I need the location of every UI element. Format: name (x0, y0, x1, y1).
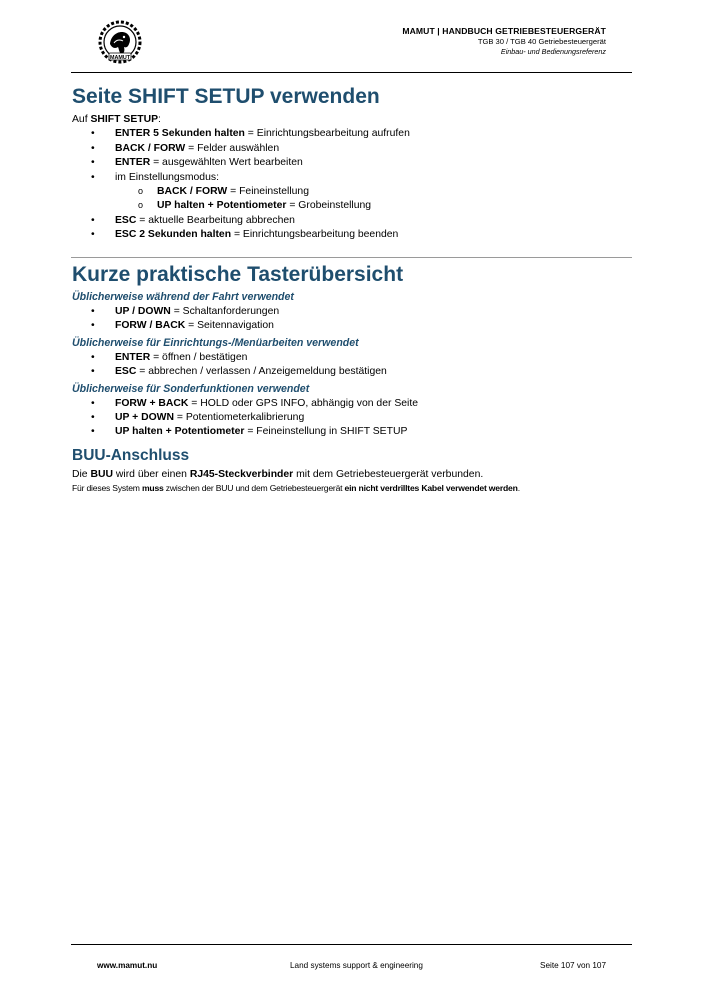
footer-website: www.mamut.nu (97, 961, 158, 970)
group-heading-special: Üblicherweise für Sonderfunktionen verwendet (72, 382, 310, 395)
list-item: • ESC = abbrechen / verlassen / Anzeigemeldung bestätigen (72, 365, 632, 379)
shift-setup-list (72, 127, 632, 242)
footer-divider (71, 944, 632, 945)
footer-tagline: Land systems support & engineering (290, 961, 423, 970)
logo-text: MAMUT (109, 54, 131, 61)
list-item: • UP + DOWN = Potentiometerkalibrierung (72, 411, 632, 425)
section-title-buu: BUU-Anschluss (72, 446, 190, 464)
list-item: • ENTER 5 Sekunden halten = Einrichtungsbearbeitung aufrufen (72, 127, 632, 141)
sub-list-item: o UP halten + Potentiometer = Grobeinstellung (72, 199, 632, 213)
section-divider (71, 257, 632, 258)
header-divider (71, 72, 632, 73)
header-subtitle-2: Einbau- und Bedienungsreferenz (500, 47, 606, 56)
list-item: • ENTER = öffnen / bestätigen (72, 351, 632, 365)
mamut-gear-logo-icon (96, 20, 144, 64)
list-item: • ESC = aktuelle Bearbeitung abbrechen (72, 214, 632, 228)
document-header (402, 25, 606, 57)
list-item: • ESC 2 Sekunden halten = Einrichtungsbearbeitung beenden (72, 228, 632, 242)
list-item: • UP halten + Potentiometer = Feineinstellung in SHIFT SETUP (72, 425, 632, 439)
buu-paragraph: Die BUU wird über einen RJ45-Steckverbinder mit dem Getriebesteuergerät verbunden. (72, 468, 484, 480)
list-item: • FORW + BACK = HOLD oder GPS INFO, abhängig von der Seite (72, 397, 632, 411)
group-heading-setup: Üblicherweise für Einrichtungs-/Menüarbeiten verwendet (72, 336, 359, 349)
list-item: • FORW / BACK = Seitennavigation (72, 319, 632, 333)
header-title: MAMUT | HANDBUCH GETRIEBESTEUERGERÄT (402, 26, 606, 36)
list-item: • BACK / FORW = Felder auswählen (72, 142, 632, 156)
page-content (72, 84, 632, 243)
group-heading-driving: Üblicherweise während der Fahrt verwendet (72, 291, 294, 303)
shift-setup-intro: Auf SHIFT SETUP: (72, 114, 161, 125)
driving-list (72, 305, 632, 334)
setup-list (72, 351, 632, 380)
footer-page-number: Seite 107 von 107 (539, 961, 606, 970)
sub-list-item: o BACK / FORW = Feineinstellung (72, 185, 632, 199)
list-item: • ENTER = ausgewählten Wert bearbeiten (72, 156, 632, 170)
section-title-button-overview: Kurze praktische Tasterübersicht (72, 263, 404, 286)
section-title-shift-setup: Seite SHIFT SETUP verwenden (72, 85, 380, 108)
special-list (72, 397, 632, 440)
list-item: • UP / DOWN = Schaltanforderungen (72, 305, 632, 319)
header-subtitle: TGB 30 / TGB 40 Getriebesteuergerät (477, 37, 606, 46)
page-content-2 (72, 262, 632, 494)
buu-cable-note: Für dieses System muss zwischen der BUU und dem Getriebesteuergerät ein nicht verdrilltes Kabel verwendet werden. (72, 483, 520, 494)
list-item: • im Einstellungsmodus: (72, 171, 632, 185)
